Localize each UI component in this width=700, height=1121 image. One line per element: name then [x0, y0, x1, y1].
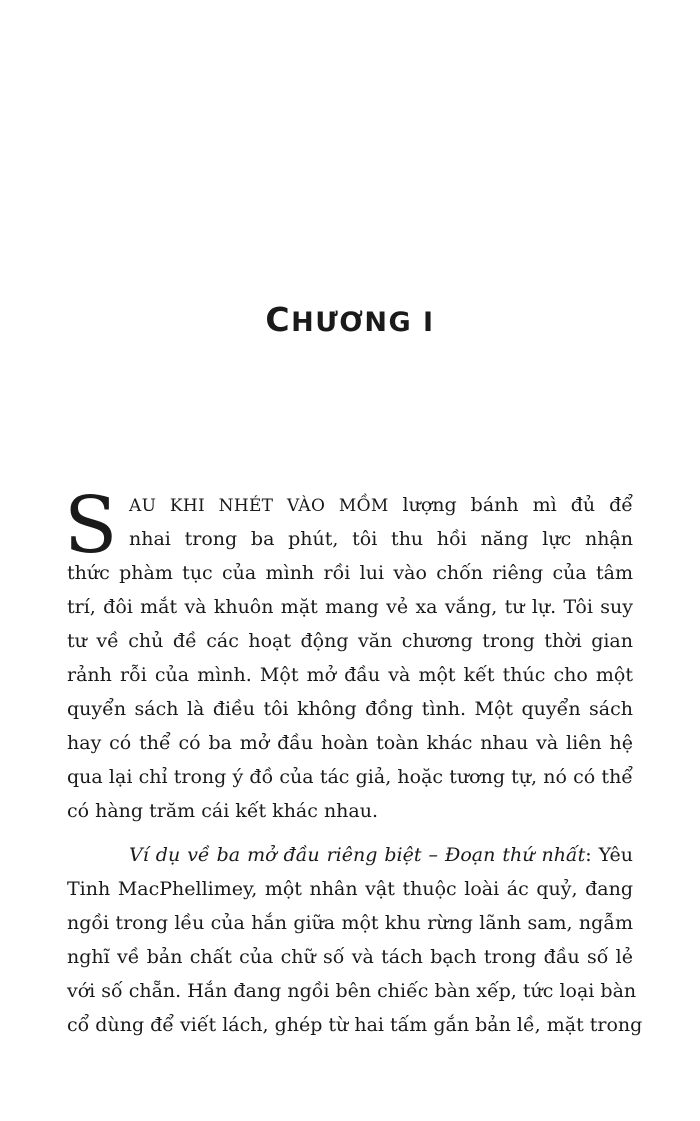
body-text	[67, 488, 643, 1042]
text-line: quyển sách là điều tôi không đồng tình. Một quyển sách	[67, 698, 633, 720]
chapter-title	[0, 300, 700, 343]
text-line: với số chẵn. Hắn đang ngồi bên chiếc bàn xếp, tức loại bàn	[67, 980, 637, 1002]
italic-phrase: Ví dụ về ba mở đầu riêng biệt – Đoạn thứ nhất	[129, 844, 586, 866]
chapter-title-rest: HƯƠNG I	[291, 307, 435, 338]
opening-small-caps: AU KHI NHÉT VÀO MỒM	[129, 496, 389, 516]
drop-cap: S	[64, 481, 118, 571]
paragraph-2	[67, 838, 643, 1042]
text-line: hay có thể có ba mở đầu hoàn toàn khác nhau và liên hệ	[67, 732, 633, 754]
chapter-title-initial: C	[265, 300, 292, 339]
text-line: cổ dùng để viết lách, ghép từ hai tấm gắn bản lề, mặt trong	[67, 1014, 643, 1036]
text-line: qua lại chỉ trong ý đồ của tác giả, hoặc tương tự, nó có thể	[67, 766, 633, 788]
text-line: thức phàm tục của mình rồi lui vào chốn riêng của tâm	[67, 562, 633, 584]
text-line: trí, đôi mắt và khuôn mặt mang vẻ xa vắng, tư lự. Tôi suy	[67, 596, 633, 618]
text-line	[67, 838, 633, 872]
text-line: tư về chủ đề các hoạt động văn chương trong thời gian	[67, 630, 633, 652]
text-line: rảnh rỗi của mình. Một mở đầu và một kết thúc cho một	[67, 664, 633, 686]
text-line-rest: lượng bánh mì đủ để	[388, 494, 633, 516]
text-line-rest: : Yêu	[585, 844, 633, 866]
paragraph-1	[67, 488, 633, 828]
text-line	[67, 488, 633, 522]
text-line: nghĩ về bản chất của chữ số và tách bạch trong đầu số lẻ	[67, 946, 633, 968]
text-line: ngồi trong lều của hắn giữa một khu rừng lãnh sam, ngẫm	[67, 912, 633, 934]
text-line: Tinh MacPhellimey, một nhân vật thuộc loài ác quỷ, đang	[67, 878, 633, 900]
text-line: có hàng trăm cái kết khác nhau.	[67, 800, 379, 822]
text-line: nhai trong ba phút, tôi thu hồi năng lực nhận	[129, 528, 633, 550]
